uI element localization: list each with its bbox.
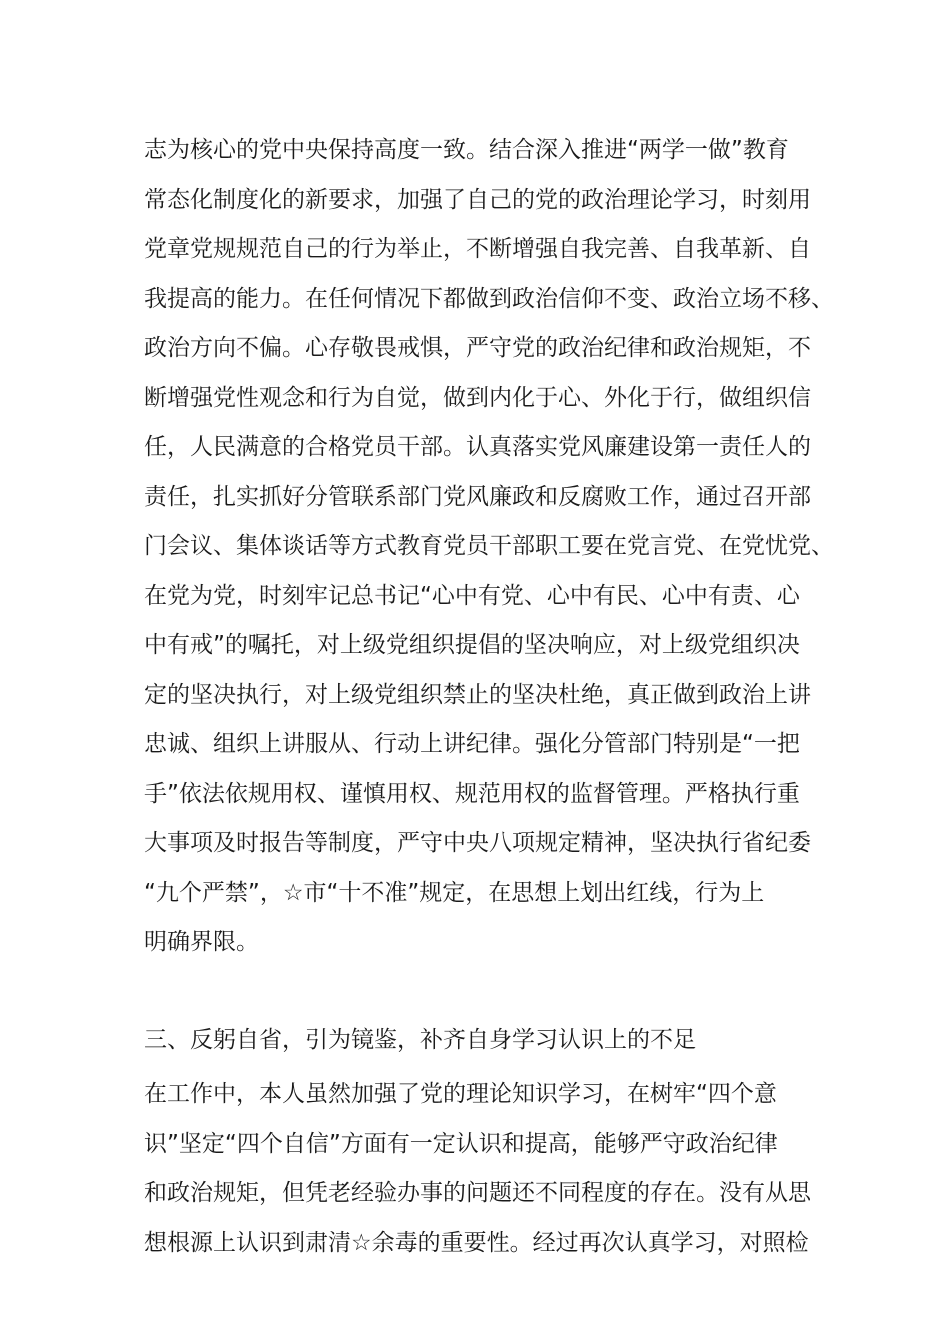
text-line: 想根源上认识到肃清☆余毒的重要性。经过再次认真学习，对照检 xyxy=(144,1229,809,1256)
text-line: 手”依法依规用权、谨慎用权、规范用权的监督管理。严格执行重 xyxy=(144,780,800,807)
text-line: 在工作中，本人虽然加强了党的理论知识学习，在树牢“四个意 xyxy=(144,1081,777,1107)
text-line: 定的坚决执行，对上级党组织禁止的坚决杜绝，真正做到政治上讲 xyxy=(144,681,811,708)
text-line: 忠诚、组织上讲服从、行动上讲纪律。强化分管部门特别是“一把 xyxy=(144,731,800,757)
text-line: 任，人民满意的合格党员干部。认真落实党风廉建设第一责任人的 xyxy=(144,434,811,460)
text-line: 中有戒”的嘱托，对上级党组织提倡的坚决响应，对上级党组织决 xyxy=(144,632,800,658)
text-line: 责任，扎实抓好分管联系部门党风廉政和反腐败工作，通过召开部 xyxy=(144,483,811,510)
text-line: 和政治规矩，但凭老经验办事的问题还不同程度的存在。没有从思 xyxy=(144,1180,811,1206)
text-line: “九个严禁”，☆市“十不准”规定，在思想上划出红线，行为上 xyxy=(144,879,765,906)
body-paragraph xyxy=(144,126,834,968)
text-line: 党章党规规范自己的行为举止，不断增强自我完善、自我革新、自 xyxy=(144,236,811,262)
text-line: 我提高的能力。在任何情况下都做到政治信仰不变、政治立场不移、 xyxy=(144,285,834,312)
body-paragraph xyxy=(144,1070,834,1268)
text-line: 常态化制度化的新要求，加强了自己的党的政治理论学习，时刻用 xyxy=(144,186,811,213)
text-line: 政治方向不偏。心存敬畏戒惧，严守党的政治纪律和政治规矩，不 xyxy=(144,335,811,361)
text-line: 识”坚定“四个自信”方面有一定认识和提高，能够严守政治纪律 xyxy=(144,1130,778,1157)
text-line: 门会议、集体谈话等方式教育党员干部职工要在党言党、在党忧党、 xyxy=(144,533,834,559)
text-line: 志为核心的党中央保持高度一致。结合深入推进“两学一做”教育 xyxy=(144,137,789,163)
text-line: 大事项及时报告等制度，严守中央八项规定精神，坚决执行省纪委 xyxy=(144,830,811,856)
text-line: 在党为党，时刻牢记总书记“心中有党、心中有民、心中有责、心 xyxy=(144,582,800,609)
text-line: 断增强党性观念和行为自觉，做到内化于心、外化于行，做组织信 xyxy=(144,384,811,411)
section-heading: 三、反躬自省，引为镜鉴，补齐自身学习认识上的不足 xyxy=(144,1027,696,1053)
text-line: 明确界限。 xyxy=(144,929,259,955)
